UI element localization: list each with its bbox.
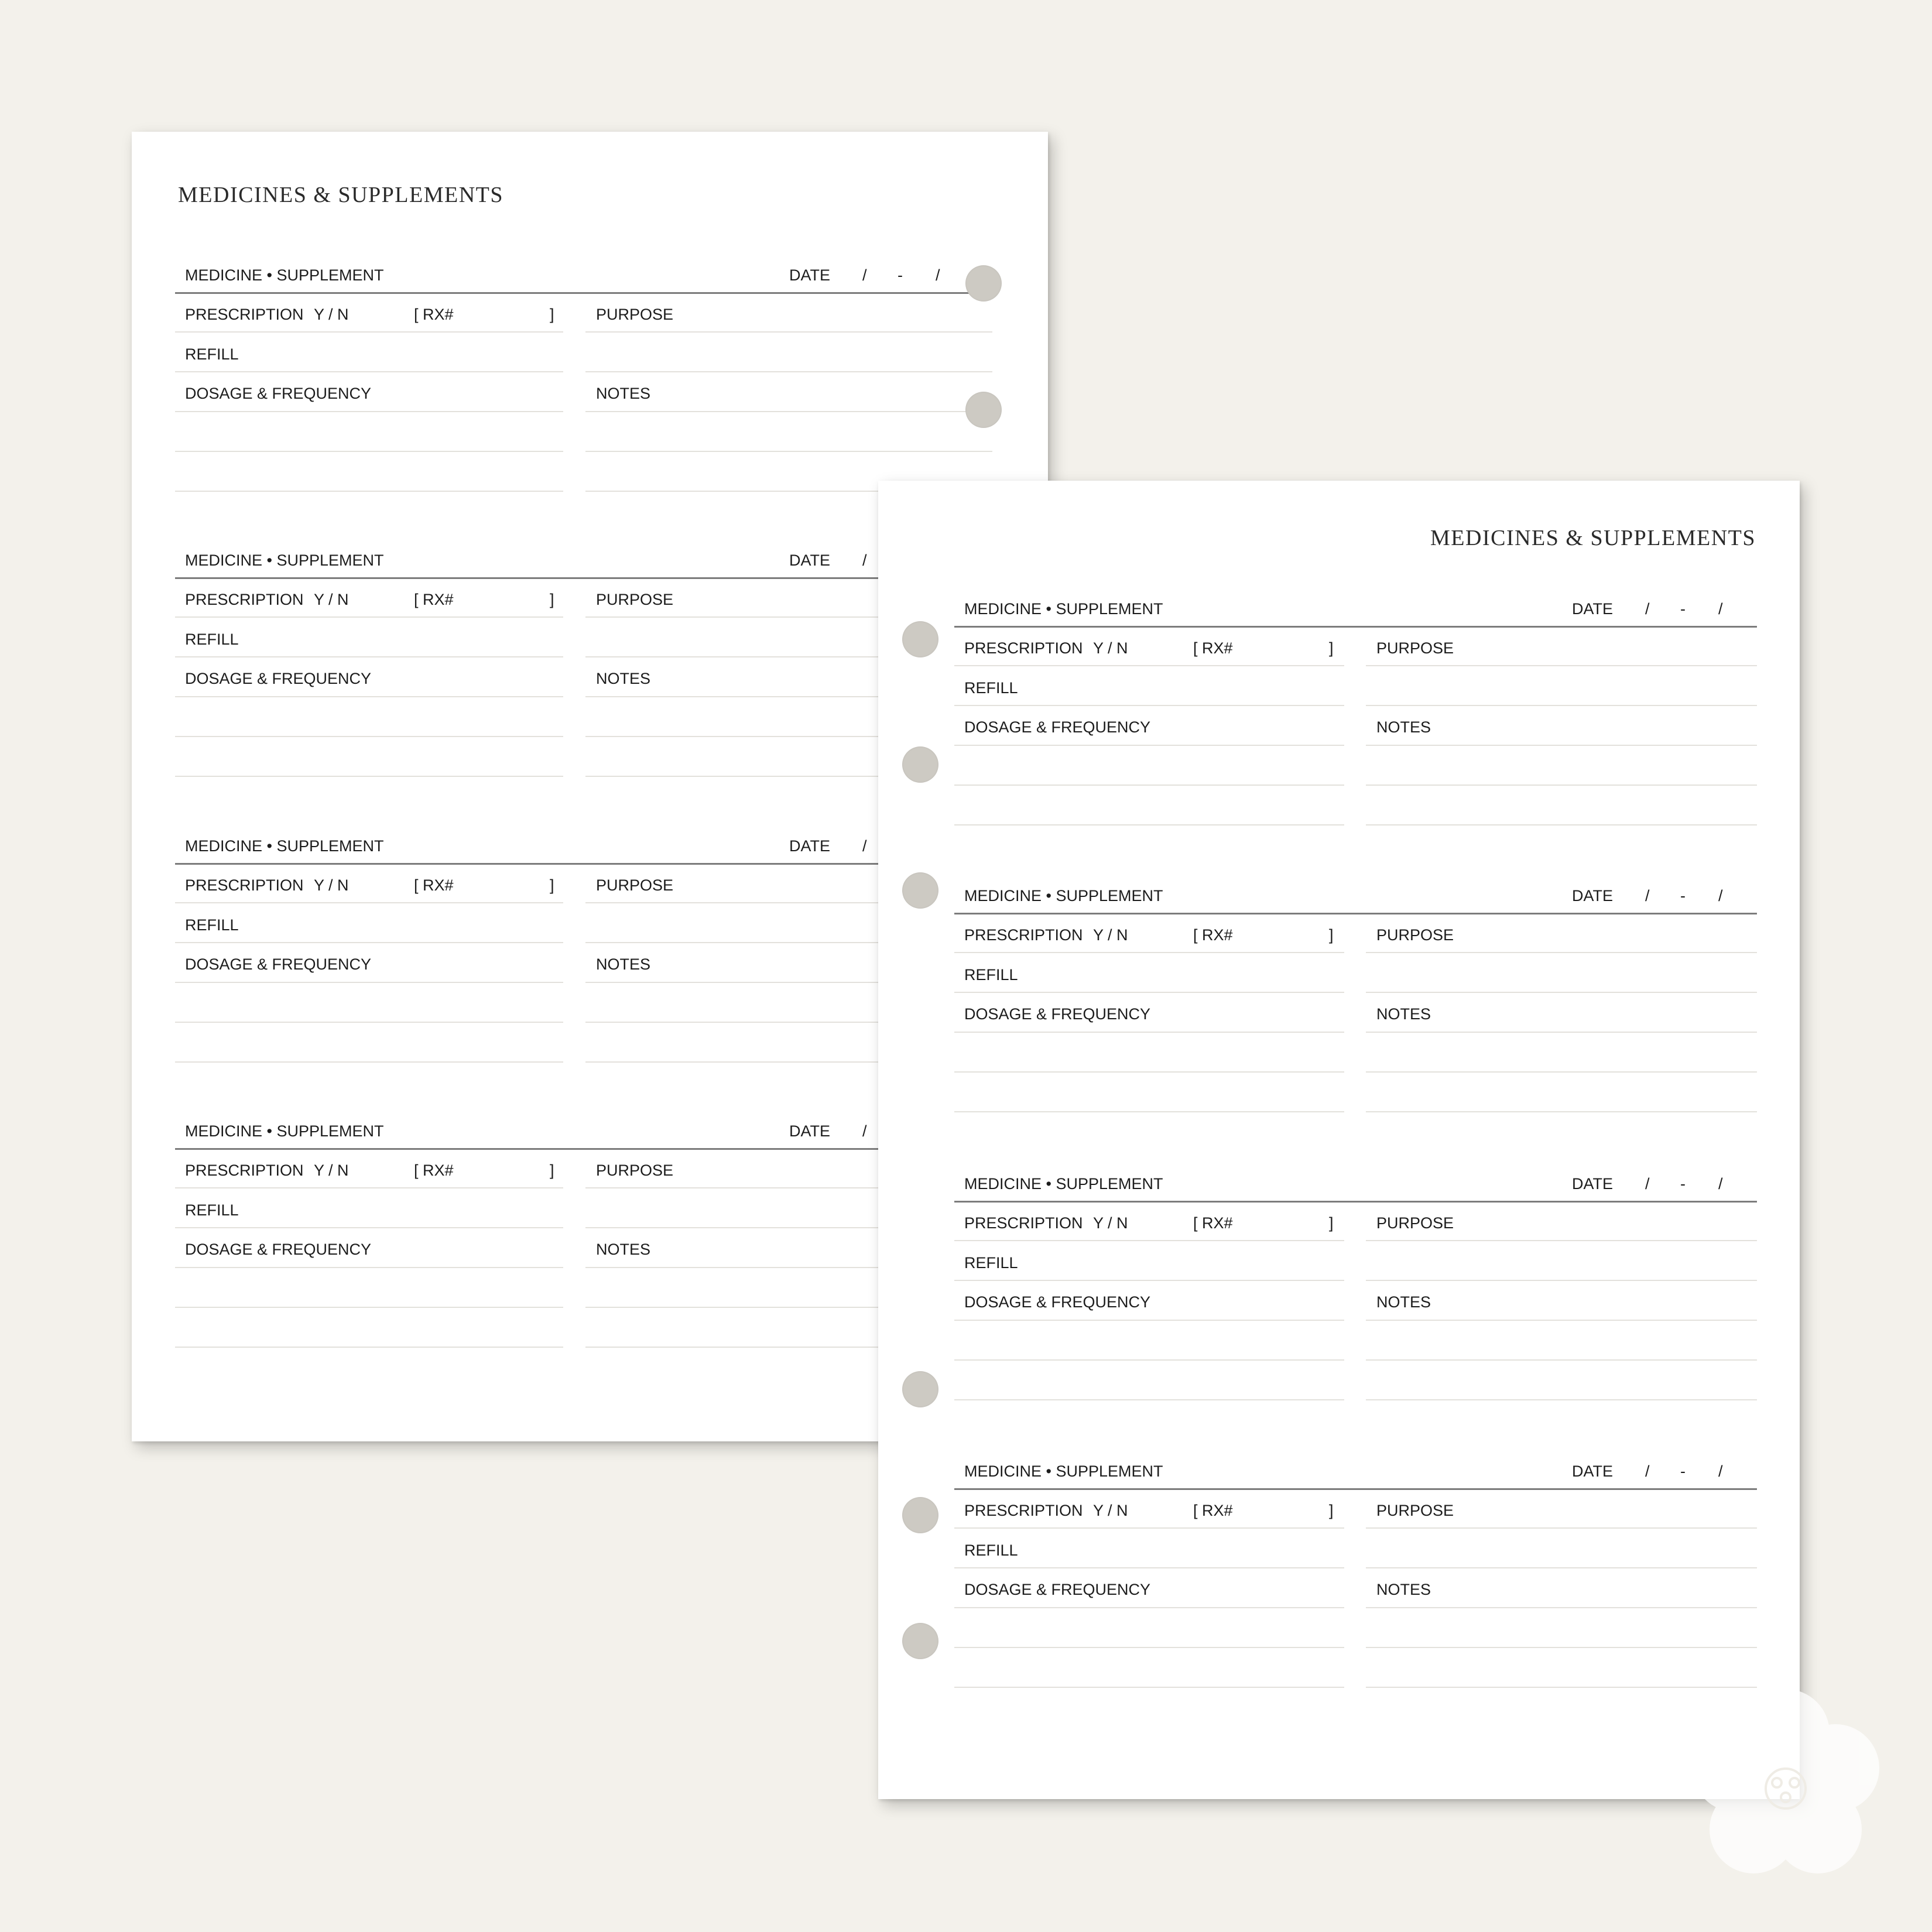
prescription-label: PRESCRIPTION [185, 1162, 304, 1179]
rx-number-label: [ RX# [414, 306, 454, 323]
rx-number-close: ] [550, 1162, 554, 1179]
punch-hole-icon [902, 872, 938, 909]
date-separator: / [936, 266, 940, 284]
rx-number-close: ] [1329, 1502, 1334, 1519]
purpose-label: PURPOSE [596, 1162, 674, 1179]
date-label: DATE [1572, 600, 1614, 618]
yes-no-choice: Y / N [1093, 1502, 1128, 1519]
rx-number-label: [ RX# [414, 876, 454, 894]
yes-no-choice: Y / N [314, 876, 349, 894]
purpose-label: PURPOSE [1376, 1502, 1454, 1519]
rx-number-label: [ RX# [414, 591, 454, 608]
medicine-entry [954, 1158, 1757, 1404]
row-rule [954, 824, 1344, 825]
row-rule [954, 1359, 1344, 1361]
rx-number-label: [ RX# [1193, 1502, 1233, 1519]
dosage-frequency-label: DOSAGE & FREQUENCY [185, 670, 372, 687]
row-rule [1366, 1647, 1757, 1648]
rx-number-close: ] [550, 876, 554, 894]
purpose-label: PURPOSE [596, 876, 674, 894]
punch-hole-icon [902, 621, 938, 657]
notes-label: NOTES [596, 670, 651, 687]
notes-label: NOTES [1376, 1005, 1431, 1023]
date-separator: / [1645, 887, 1650, 905]
prescription-label: PRESCRIPTION [964, 1502, 1083, 1519]
row-rule [954, 1240, 1344, 1241]
row-rule [954, 1071, 1344, 1073]
row-rule [1366, 1399, 1757, 1400]
row-rule [1366, 665, 1757, 666]
row-rule [175, 1061, 563, 1063]
header-divider [954, 1488, 1757, 1490]
punch-hole-icon [902, 1623, 938, 1659]
date-separator: / [1718, 887, 1723, 905]
purpose-label: PURPOSE [596, 591, 674, 608]
punch-hole-icon [902, 1497, 938, 1533]
row-rule [175, 1187, 563, 1188]
date-label: DATE [789, 837, 831, 855]
row-rule [175, 736, 563, 737]
row-rule [175, 1227, 563, 1228]
yes-no-choice: Y / N [1093, 639, 1128, 657]
date-label: DATE [1572, 1462, 1614, 1480]
medicine-entry [954, 870, 1757, 1116]
row-rule [954, 1399, 1344, 1400]
row-rule [954, 745, 1344, 746]
row-rule [1366, 1071, 1757, 1073]
row-rule [1366, 1567, 1757, 1568]
row-rule [1366, 1607, 1757, 1608]
prescription-label: PRESCRIPTION [964, 639, 1083, 657]
date-separator: / [1718, 600, 1723, 618]
date-separator: - [898, 266, 903, 284]
row-rule [954, 1280, 1344, 1281]
date-separator: / [862, 551, 867, 569]
refill-label: REFILL [185, 631, 239, 648]
row-rule [954, 1527, 1344, 1529]
medicine-supplement-label: MEDICINE • SUPPLEMENT [185, 837, 384, 855]
dosage-frequency-label: DOSAGE & FREQUENCY [964, 1581, 1151, 1598]
row-rule [954, 1607, 1344, 1608]
refill-label: REFILL [964, 1542, 1018, 1559]
date-separator: / [862, 266, 867, 284]
row-rule [175, 411, 563, 412]
notes-label: NOTES [596, 955, 651, 973]
refill-label: REFILL [185, 1201, 239, 1219]
medicine-supplement-label: MEDICINE • SUPPLEMENT [964, 1462, 1163, 1480]
date-separator: / [1645, 600, 1650, 618]
date-separator: / [1718, 1175, 1723, 1193]
prescription-label: PRESCRIPTION [185, 306, 304, 323]
header-divider [954, 626, 1757, 628]
date-separator: / [1718, 1462, 1723, 1480]
date-label: DATE [1572, 887, 1614, 905]
row-rule [954, 992, 1344, 993]
row-rule [175, 696, 563, 697]
row-rule [175, 1307, 563, 1308]
date-separator: / [1645, 1175, 1650, 1193]
rx-number-close: ] [550, 306, 554, 323]
notes-label: NOTES [596, 385, 651, 402]
medicine-entry [954, 583, 1757, 829]
row-rule [175, 1267, 563, 1268]
row-rule [1366, 1359, 1757, 1361]
punch-hole-icon [902, 746, 938, 783]
notes-label: NOTES [1376, 1581, 1431, 1598]
rx-number-close: ] [1329, 1214, 1334, 1232]
header-divider [954, 913, 1757, 914]
row-rule [585, 331, 992, 333]
row-rule [1366, 1280, 1757, 1281]
medicine-supplement-label: MEDICINE • SUPPLEMENT [185, 266, 384, 284]
row-rule [1366, 1032, 1757, 1033]
date-separator: - [1680, 1462, 1686, 1480]
yes-no-choice: Y / N [314, 1162, 349, 1179]
date-label: DATE [789, 551, 831, 569]
purpose-label: PURPOSE [1376, 1214, 1454, 1232]
page-title: MEDICINES & SUPPLEMENTS [178, 183, 503, 207]
header-divider [175, 1148, 992, 1150]
row-rule [954, 1687, 1344, 1688]
row-rule [175, 902, 563, 903]
date-separator: / [862, 837, 867, 855]
header-divider [175, 292, 992, 294]
refill-label: REFILL [964, 1254, 1018, 1272]
row-rule [1366, 745, 1757, 746]
row-rule [585, 411, 992, 412]
medicine-entry [954, 1445, 1757, 1691]
prescription-label: PRESCRIPTION [964, 926, 1083, 944]
row-rule [175, 776, 563, 777]
refill-label: REFILL [185, 345, 239, 363]
row-rule [1366, 1320, 1757, 1321]
prescription-label: PRESCRIPTION [185, 591, 304, 608]
notes-label: NOTES [596, 1241, 651, 1258]
date-label: DATE [1572, 1175, 1614, 1193]
row-rule [954, 1111, 1344, 1112]
row-rule [1366, 824, 1757, 825]
notes-label: NOTES [1376, 718, 1431, 736]
notes-label: NOTES [1376, 1293, 1431, 1311]
purpose-label: PURPOSE [1376, 926, 1454, 944]
date-separator: - [1680, 1175, 1686, 1193]
row-rule [954, 1320, 1344, 1321]
medicine-supplement-label: MEDICINE • SUPPLEMENT [964, 1175, 1163, 1193]
row-rule [175, 491, 563, 492]
medicine-entry [175, 820, 992, 1066]
rx-number-close: ] [1329, 639, 1334, 657]
header-divider [175, 863, 992, 865]
row-rule [954, 1567, 1344, 1568]
dosage-frequency-label: DOSAGE & FREQUENCY [964, 718, 1151, 736]
row-rule [585, 451, 992, 452]
date-label: DATE [789, 1122, 831, 1140]
row-rule [1366, 1527, 1757, 1529]
row-rule [1366, 1240, 1757, 1241]
punch-hole-icon [965, 392, 1002, 428]
watermark-flower-icon [1686, 1686, 1885, 1885]
row-rule [1366, 705, 1757, 706]
row-rule [175, 371, 563, 372]
refill-label: REFILL [185, 916, 239, 934]
medicine-supplement-label: MEDICINE • SUPPLEMENT [185, 551, 384, 569]
date-separator: / [1645, 1462, 1650, 1480]
header-divider [954, 1201, 1757, 1203]
dosage-frequency-label: DOSAGE & FREQUENCY [185, 1241, 372, 1258]
medicine-entry [175, 535, 992, 780]
row-rule [1366, 785, 1757, 786]
row-rule [1366, 1111, 1757, 1112]
row-rule [175, 451, 563, 452]
row-rule [175, 1022, 563, 1023]
rx-number-label: [ RX# [414, 1162, 454, 1179]
punch-hole-icon [902, 1371, 938, 1407]
refill-label: REFILL [964, 966, 1018, 984]
row-rule [954, 1647, 1344, 1648]
purpose-label: PURPOSE [596, 306, 674, 323]
row-rule [954, 952, 1344, 953]
date-label: DATE [789, 266, 831, 284]
punch-hole-icon [965, 265, 1002, 302]
dosage-frequency-label: DOSAGE & FREQUENCY [964, 1005, 1151, 1023]
page-title: MEDICINES & SUPPLEMENTS [1430, 526, 1756, 550]
rx-number-label: [ RX# [1193, 639, 1233, 657]
row-rule [954, 705, 1344, 706]
rx-number-close: ] [550, 591, 554, 608]
medicine-supplement-label: MEDICINE • SUPPLEMENT [185, 1122, 384, 1140]
yes-no-choice: Y / N [314, 306, 349, 323]
row-rule [954, 1032, 1344, 1033]
header-divider [175, 577, 992, 579]
front-planner-sheet [878, 481, 1800, 1799]
date-separator: - [1680, 887, 1686, 905]
prescription-label: PRESCRIPTION [964, 1214, 1083, 1232]
row-rule [175, 616, 563, 618]
yes-no-choice: Y / N [1093, 1214, 1128, 1232]
row-rule [1366, 952, 1757, 953]
rx-number-close: ] [1329, 926, 1334, 944]
purpose-label: PURPOSE [1376, 639, 1454, 657]
medicine-supplement-label: MEDICINE • SUPPLEMENT [964, 887, 1163, 905]
rx-number-label: [ RX# [1193, 1214, 1233, 1232]
dosage-frequency-label: DOSAGE & FREQUENCY [964, 1293, 1151, 1311]
yes-no-choice: Y / N [314, 591, 349, 608]
date-separator: / [862, 1122, 867, 1140]
refill-label: REFILL [964, 679, 1018, 697]
row-rule [585, 371, 992, 372]
date-separator: - [1680, 600, 1686, 618]
row-rule [175, 656, 563, 657]
medicine-supplement-label: MEDICINE • SUPPLEMENT [964, 600, 1163, 618]
yes-no-choice: Y / N [1093, 926, 1128, 944]
rx-number-label: [ RX# [1193, 926, 1233, 944]
dosage-frequency-label: DOSAGE & FREQUENCY [185, 385, 372, 402]
row-rule [175, 982, 563, 983]
row-rule [175, 1347, 563, 1348]
row-rule [954, 665, 1344, 666]
prescription-label: PRESCRIPTION [185, 876, 304, 894]
row-rule [175, 331, 563, 333]
row-rule [175, 942, 563, 943]
medicine-entry [175, 249, 992, 495]
medicine-entry [175, 1105, 992, 1351]
row-rule [1366, 992, 1757, 993]
row-rule [954, 785, 1344, 786]
dosage-frequency-label: DOSAGE & FREQUENCY [185, 955, 372, 973]
